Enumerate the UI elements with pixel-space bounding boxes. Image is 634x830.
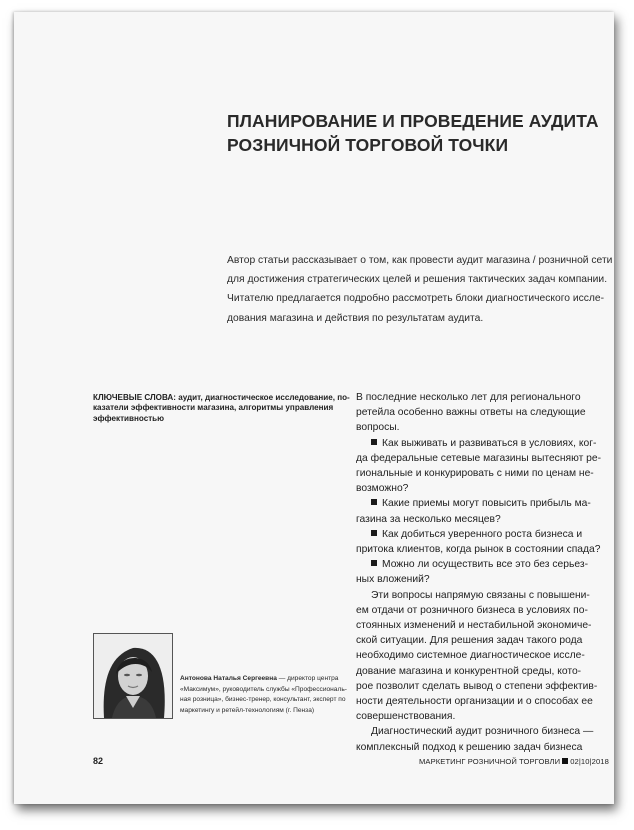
journal-issue: 02|10|2018 (570, 757, 609, 766)
separator-square-icon (562, 758, 568, 764)
body-line (356, 648, 608, 663)
article-abstract (227, 251, 613, 328)
body-line-text: Эти вопросы напрямую связаны с повышени- (371, 589, 590, 601)
body-line-text: гиональные и конкурировать с ними по ценам не- (356, 468, 594, 480)
body-line-text: ности деятельности организации и о способах ее (356, 696, 593, 708)
body-line (356, 740, 608, 755)
body-line (356, 466, 608, 481)
author-bio-first: — директор центра (276, 675, 339, 682)
bullet-square-icon (371, 530, 377, 536)
body-line (356, 420, 608, 435)
body-line-text: комплексный подход к решению задач бизнеса (356, 741, 583, 753)
body-line-text: возможно? (356, 483, 409, 495)
body-line-text: ных вложений? (356, 574, 430, 586)
body-line-text: газина за несколько месяцев? (356, 513, 501, 525)
body-line (356, 481, 608, 496)
body-line (356, 588, 608, 603)
page-number: 82 (93, 756, 104, 766)
body-line-text: рое позволит сделать вывод о степени эффектив- (356, 680, 598, 692)
body-line (356, 618, 608, 633)
body-line (356, 542, 608, 557)
body-line-text: совершенствования. (356, 711, 456, 723)
title-line: ПЛАНИРОВАНИЕ И ПРОВЕДЕНИЕ АУДИТА (227, 111, 599, 131)
body-line-text: вопросы. (356, 422, 400, 434)
body-line-text: Как выживать и развиваться в условиях, ког- (382, 437, 597, 449)
body-line-text: Какие приемы могут повысить прибыль ма- (382, 498, 591, 510)
journal-footer (419, 757, 609, 766)
bullet-square-icon (371, 439, 377, 445)
body-line (356, 405, 608, 420)
body-line-text: стоянных изменений и нестабильной экономиче- (356, 620, 592, 632)
body-line-text: Можно ли осуществить все это без серьез- (382, 559, 589, 571)
abstract-line: Читателю предлагается подробно рассмотреть блоки диагностического иссле- (227, 293, 605, 305)
body-line (356, 527, 608, 542)
body-line (356, 724, 608, 739)
body-line-text: необходимо системное диагностическое иссле- (356, 650, 585, 662)
abstract-line: дования магазина и действия по результатам аудита. (227, 312, 484, 324)
author-bio-line: ная розница», бизнес-тренер, консультант, эксперт по (180, 696, 346, 704)
body-line-text: Как добиться уверенного роста бизнеса и (382, 528, 583, 540)
body-line (356, 679, 608, 694)
body-line (356, 436, 608, 451)
magazine-page (14, 12, 614, 804)
body-line (356, 709, 608, 724)
body-line (356, 572, 608, 587)
body-line (356, 664, 608, 679)
body-line-text: Диагностический аудит розничного бизнеса — (371, 726, 594, 738)
body-line (356, 603, 608, 618)
body-line (356, 451, 608, 466)
article-body (356, 390, 608, 755)
body-line (356, 557, 608, 572)
author-photo (93, 633, 173, 719)
author-bio-line: «Максимум», руководитель службы «Профессиональ- (180, 685, 347, 693)
keywords-block (93, 393, 350, 424)
body-line (356, 390, 608, 405)
body-line-text: ем отдачи от розничного бизнеса в условиях по- (356, 604, 588, 616)
author-info (180, 674, 355, 716)
keywords-line: КЛЮЧЕВЫЕ СЛОВА: аудит, диагностическое исследование, по- (93, 393, 350, 402)
abstract-line: для достижения стратегических целей и решения тактических задач компании. (227, 274, 608, 286)
title-line: РОЗНИЧНОЙ ТОРГОВОЙ ТОЧКИ (227, 135, 509, 155)
body-line (356, 512, 608, 527)
body-line-text: да федеральные сетевые магазины вытесняют ре- (356, 452, 602, 464)
bullet-square-icon (371, 560, 377, 566)
article-title (227, 109, 607, 157)
journal-name: МАРКЕТИНГ РОЗНИЧНОЙ ТОРГОВЛИ (419, 757, 561, 766)
abstract-line: Автор статьи рассказывает о том, как провести аудит магазина / розничной сети (227, 255, 613, 266)
author-name: Антонова Наталья Сергеевна (180, 675, 277, 682)
author-portrait-image (94, 634, 172, 718)
body-line (356, 496, 608, 511)
body-line (356, 694, 608, 709)
keywords-line: казатели эффективности магазина, алгоритмы управления (93, 403, 334, 413)
body-line-text: дование магазина и конкурентной среды, кото- (356, 665, 582, 677)
keywords-line: эффективностью (93, 413, 165, 423)
author-bio-line: маркетингу и ретейл-технологиям (г. Пенза) (180, 706, 315, 714)
body-line (356, 633, 608, 648)
body-line-text: притока клиентов, когда рынок в состоянии спада? (356, 544, 601, 556)
bullet-square-icon (371, 499, 377, 505)
body-line-text: В последние несколько лет для регионального (356, 392, 581, 403)
body-line-text: ретейла особенно важны ответы на следующие (356, 407, 586, 419)
body-line-text: ской ситуации. Для решения задач такого рода (356, 635, 583, 647)
